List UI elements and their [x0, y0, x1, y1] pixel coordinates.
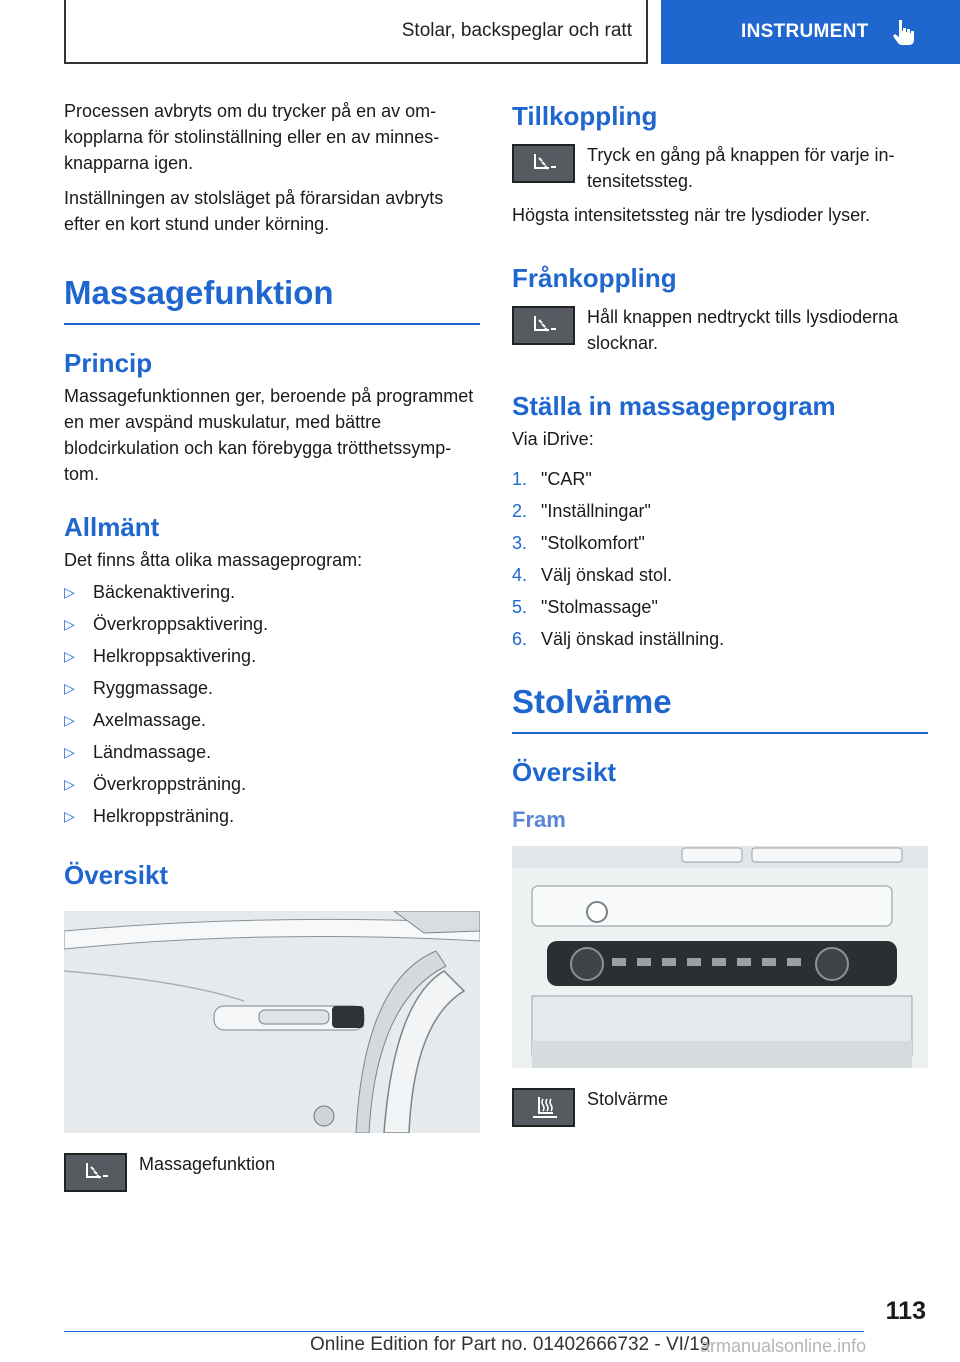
list-item: ▷ Helkroppsaktivering.	[64, 643, 480, 669]
heading-frankoppling: Frånkoppling	[512, 263, 677, 293]
massage-button-icon	[512, 144, 575, 183]
section-title-massage: Massagefunktion	[64, 273, 480, 325]
list-item: ▷ Axelmassage.	[64, 707, 480, 733]
list-item: 3. "Stolkomfort"	[512, 533, 645, 553]
frankoppling-text: Håll knappen nedtryckt tills lysdioderna slocknar.	[587, 307, 899, 353]
intro-paragraph-1: Processen avbryts om du trycker på en av omkopplarna för stolinställning eller en av minnesknapparna igen.	[64, 101, 440, 173]
via-idrive: Via iDrive:	[512, 429, 594, 449]
list-item: ▷ Bäckenaktivering.	[64, 579, 480, 605]
list-item: ▷ Ländmassage.	[64, 739, 480, 765]
list-item: 4. Välj önskad stol.	[512, 565, 673, 585]
massage-button-icon	[512, 306, 575, 345]
princip-text: Massagefunktionnen ger, beroende på programmet en mer avspänd muskulatur, med bättre blodcirkulation och kan förebygga trötthetssymptom.	[64, 386, 474, 484]
seat-heating-icon	[512, 1088, 575, 1127]
triangle-bullet-icon: ▷	[64, 616, 75, 632]
tillkoppling-text: Tryck en gång på knappen för varje intensitetssteg.	[587, 145, 895, 191]
heading-oversikt-right: Översikt	[512, 757, 617, 787]
heading-princip: Princip	[64, 348, 153, 378]
list-item: 1. "CAR"	[512, 469, 592, 489]
seat-heating-icon-row	[512, 1086, 928, 1127]
pointing-hand-icon	[891, 18, 915, 46]
heading-fram: Fram	[512, 807, 566, 832]
massage-icon-label: Massagefunktion	[139, 1154, 276, 1174]
massage-seat-icon	[64, 1153, 127, 1192]
triangle-bullet-icon: ▷	[64, 744, 75, 760]
heading-oversikt-left: Översikt	[64, 860, 169, 890]
allmant-text: Det finns åtta olika massageprogram:	[64, 550, 363, 570]
list-item: 5. "Stolmassage"	[512, 597, 658, 617]
left-column	[64, 98, 480, 1200]
triangle-bullet-icon: ▷	[64, 680, 75, 696]
intro-paragraph-2: Inställningen av stolsläget på förarsidan avbryts efter en kort stund under körning.	[64, 188, 444, 234]
list-item: 2. "Inställningar"	[512, 501, 651, 521]
seat-heating-label: Stolvärme	[587, 1089, 669, 1109]
tillkoppling-note: Högsta intensitetssteg när tre lysdioder lyser.	[512, 205, 871, 225]
right-column	[512, 100, 928, 1135]
heading-stalla-in: Ställa in massageprogram	[512, 391, 836, 421]
triangle-bullet-icon: ▷	[64, 584, 75, 600]
header-chapter-title: INSTRUMENT	[741, 21, 869, 42]
program-list	[64, 579, 480, 829]
triangle-bullet-icon: ▷	[64, 776, 75, 792]
climate-panel-photo	[512, 846, 928, 1068]
heading-tillkoppling: Tillkoppling	[512, 101, 658, 131]
frankoppling-icon-row	[512, 304, 928, 356]
watermark: armanualsonline.info	[700, 1336, 867, 1356]
idrive-steps	[512, 466, 928, 652]
header-section-title: Stolar, backspeglar och ratt	[401, 20, 632, 41]
door-panel-illustration	[64, 911, 480, 1133]
tillkoppling-icon-row	[512, 142, 928, 194]
door-panel-photo	[64, 911, 480, 1133]
list-item: ▷ Helkroppsträning.	[64, 803, 480, 829]
triangle-bullet-icon: ▷	[64, 808, 75, 824]
list-item: ▷ Ryggmassage.	[64, 675, 480, 701]
list-item: ▷ Överkroppsträning.	[64, 771, 480, 797]
list-item: ▷ Överkroppsaktivering.	[64, 611, 480, 637]
header-chapter-tab[interactable]	[661, 0, 960, 64]
header-section-tab	[64, 0, 648, 64]
list-item: 6. Välj önskad inställning.	[512, 629, 725, 649]
massage-icon-row	[64, 1151, 480, 1192]
edition-text: Online Edition for Part no. 01402666732 - VI/19	[310, 1334, 711, 1355]
page-number: 113	[885, 1297, 926, 1325]
heading-allmant: Allmänt	[64, 512, 160, 542]
section-title-stolvarme: Stolvärme	[512, 682, 928, 734]
triangle-bullet-icon: ▷	[64, 648, 75, 664]
climate-panel-illustration	[512, 846, 928, 1068]
footer-divider	[64, 1331, 864, 1332]
triangle-bullet-icon: ▷	[64, 712, 75, 728]
